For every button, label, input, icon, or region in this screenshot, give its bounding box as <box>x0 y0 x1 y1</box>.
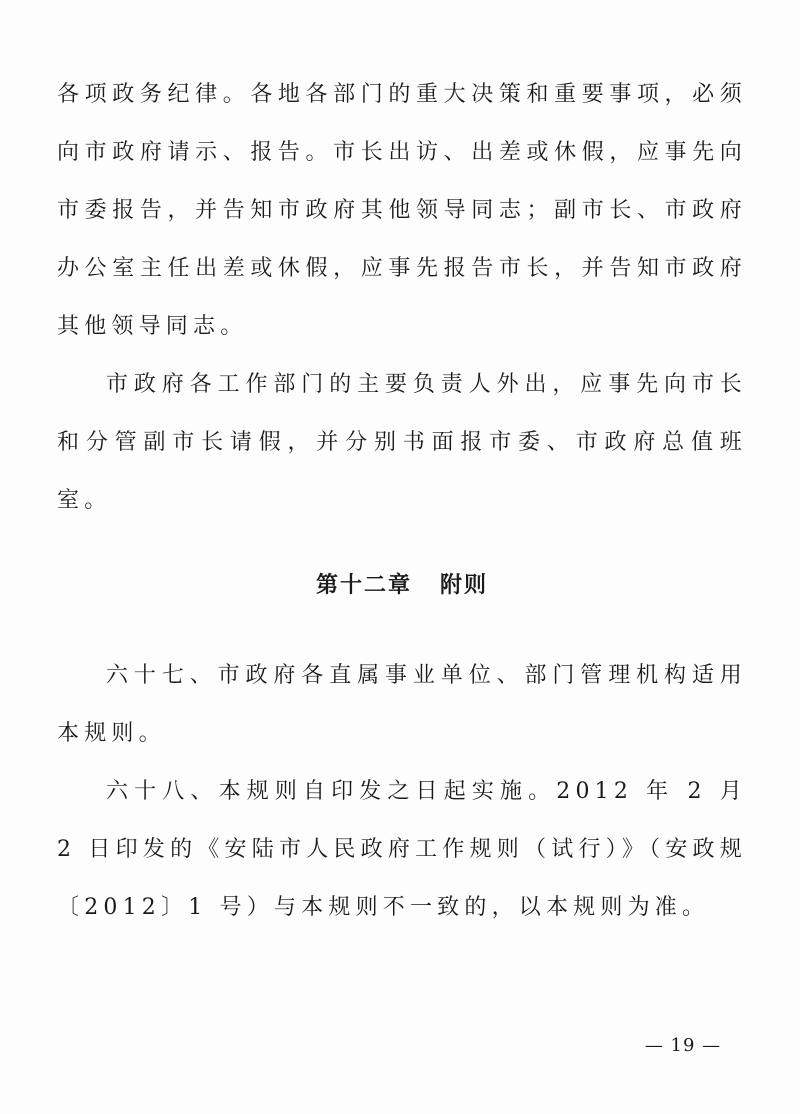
paragraph-political-discipline: 各项政务纪律。各地各部门的重大决策和重要事项，必须向市政府请示、报告。市长出访、出差或休假，应事先向市委报告，并告知市政府其他领导同志；副市长、市政府办公室主任出差或休假，应事先报告市长，并告知市政府其他领导同志。 <box>57 82 747 339</box>
article-68: 六十八、本规则自印发之日起实施。2012 年 2 月 2 日印发的《安陆市人民政府工作规则（试行）》（安政规〔2012〕1 号）与本规则不一致的，以本规则为准。 <box>57 779 747 920</box>
chapter-number: 第十二章 <box>315 573 412 598</box>
page-number: — 19 — <box>644 1035 722 1056</box>
document-body <box>57 66 747 937</box>
paragraph-department-leave: 市政府各工作部门的主要负责人外出，应事先向市长和分管副市长请假，并分别书面报市委、市政府总值班室。 <box>57 372 747 513</box>
chapter-title: 附则 <box>440 573 489 598</box>
chapter-heading <box>57 557 747 615</box>
article-67: 六十七、市政府各直属事业单位、部门管理机构适用本规则。 <box>57 663 747 746</box>
